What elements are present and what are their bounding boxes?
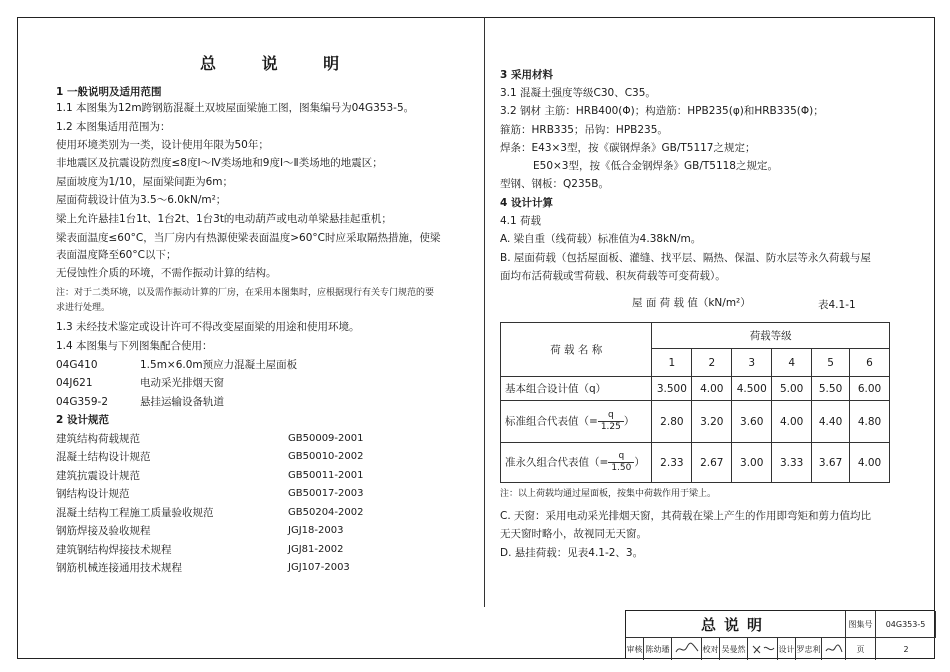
- table-row: [501, 377, 890, 401]
- item-b-line-2: 面均布活荷载或雪荷载、积灰荷载等可变荷载）。: [500, 270, 726, 282]
- standard-name: 钢结构设计规范: [56, 488, 130, 500]
- section-3-heading: 3 采用材料: [500, 69, 553, 81]
- note-line-2: 求进行处理。: [56, 303, 111, 313]
- clause-1-3: 1.3 未经技术鉴定或设计许可不得改变屋面梁的用途和使用环境。: [56, 321, 360, 333]
- page-title: 总 说 明: [200, 54, 360, 73]
- cell: 4.500: [732, 377, 772, 401]
- item-b-line-1: B. 屋面荷载（包括屋面板、灌缝、找平层、隔热、保温、防水层等永久荷载与屋: [500, 252, 871, 264]
- column-divider: [484, 17, 485, 607]
- atlas-code: 04G359-2: [56, 396, 109, 408]
- cell: 3.00: [732, 443, 772, 483]
- fraction-numerator: q: [598, 410, 624, 422]
- scope-line: 使用环境类别为一类，设计使用年限为50年；: [56, 139, 269, 151]
- section-2-heading: 2 设计规范: [56, 414, 109, 426]
- check-signature: [748, 638, 778, 660]
- cell: 3.60: [732, 401, 772, 443]
- fraction-denominator: 1.50: [611, 463, 632, 473]
- row-label-text: 标准组合代表值（=: [505, 415, 598, 428]
- section-1-heading: 1 一般说明及适用范围: [56, 86, 162, 98]
- atlas-number-label: 图集号: [846, 611, 876, 638]
- scope-line: 非地震区及抗震设防烈度≤8度Ⅰ～Ⅳ类场地和9度Ⅰ～Ⅱ类场地的地震区；: [56, 157, 383, 169]
- standard-code: JGJ18-2003: [288, 525, 344, 536]
- standard-name: 建筑结构荷载规范: [56, 433, 140, 445]
- check-label: 校对: [702, 638, 720, 660]
- atlas-number: 04G353-5: [876, 611, 936, 638]
- standard-name: 建筑抗震设计规范: [56, 470, 140, 482]
- cell: 4.00: [772, 401, 812, 443]
- standard-name: 建筑钢结构焊接技术规程: [56, 544, 172, 556]
- cell: 3.20: [692, 401, 732, 443]
- cell: 2.80: [652, 401, 692, 443]
- clause-4-1: 4.1 荷载: [500, 215, 542, 227]
- standard-code: JGJ107-2003: [288, 562, 350, 573]
- page-number: 2: [903, 644, 909, 654]
- table-row: [501, 401, 890, 443]
- review-name: 陈幼璠: [644, 638, 672, 660]
- review-signature: [672, 638, 702, 660]
- cell: 4.40: [812, 401, 850, 443]
- atlas-desc: 电动采光排烟天窗: [140, 377, 224, 389]
- page-label: 页: [846, 638, 876, 660]
- scope-line: 屋面荷载设计值为3.5～6.0kN/m²；: [56, 194, 227, 206]
- clause-1-1: 1.1 本图集为12m跨钢筋混凝土双坡屋面梁施工图，图集编号为04G353-5。: [56, 102, 415, 114]
- weld-line-2: E50×3型，按《低合金钢焊条》GB/T5118之规定。: [533, 160, 778, 172]
- standard-name: 钢筋机械连接通用技术规程: [56, 562, 182, 574]
- section-4-heading: 4 设计计算: [500, 197, 553, 209]
- grade-header: 3: [732, 349, 772, 377]
- atlas-desc: 悬挂运输设备轨道: [140, 396, 224, 408]
- load-table: [500, 322, 890, 483]
- design-signature: [822, 638, 846, 660]
- fraction-numerator: q: [608, 451, 634, 463]
- weld-line-1: 焊条：E43×3型，按《碳钢焊条》GB/T5117之规定；: [500, 142, 756, 154]
- check-name: 吴曼然: [720, 638, 748, 660]
- fraction: [598, 410, 624, 433]
- item-d: D. 悬挂荷载：见表4.1-2、3。: [500, 547, 644, 559]
- grade-header: 4: [772, 349, 812, 377]
- review-label: 审核: [626, 638, 644, 660]
- atlas-code: 04G410: [56, 359, 98, 371]
- note-line-1: 注：对于二类环境，以及需作振动计算的厂房，在采用本图集时，应根据现行有关专门规范的要: [56, 288, 435, 298]
- clause-3-1: 3.1 混凝土强度等级C30、C35。: [500, 87, 656, 99]
- atlas-code: 04J621: [56, 377, 93, 389]
- grade-header: 5: [812, 349, 850, 377]
- standard-name: 混凝土结构设计规范: [56, 451, 151, 463]
- table-caption: 屋 面 荷 载 值（kN/m²）: [632, 297, 751, 309]
- scope-line: 无侵蚀性介质的环境，不需作振动计算的结构。: [56, 267, 277, 279]
- row-label: [501, 443, 652, 483]
- scope-line: 表面温度降至60°C以下；: [56, 249, 177, 261]
- table-number: 表4.1-1: [818, 299, 856, 311]
- cell: 4.80: [850, 401, 890, 443]
- scope-line: 梁表面温度≤60°C，当厂房内有热源使梁表面温度>60°C时应采取隔热措施，使梁: [56, 232, 441, 244]
- standard-code: GB50010-2002: [288, 451, 364, 462]
- cell: 3.67: [812, 443, 850, 483]
- atlas-desc: 1.5m×6.0m预应力混凝土屋面板: [140, 359, 298, 371]
- clause-1-4: 1.4 本图集与下列图集配合使用：: [56, 340, 213, 352]
- standard-code: GB50204-2002: [288, 507, 364, 518]
- header-load-grade: 荷载等级: [652, 323, 890, 349]
- table-row: [501, 443, 890, 483]
- cell: 6.00: [850, 377, 890, 401]
- steel-line: 型钢、钢板：Q235B。: [500, 178, 610, 190]
- cell: 4.00: [692, 377, 732, 401]
- signature-icon: [824, 642, 844, 656]
- design-label: 设计: [778, 638, 796, 660]
- row-label-text: 准永久组合代表值（=: [505, 456, 609, 469]
- row-label: [501, 401, 652, 443]
- clause-3-2-cont: 箍筋：HRB335；吊钩：HPB235。: [500, 124, 668, 136]
- table-note: 注：以上荷载均通过屋面板，按集中荷载作用于梁上。: [500, 489, 717, 499]
- header-load-name: 荷 载 名 称: [501, 323, 652, 377]
- standard-name: 混凝土结构工程施工质量验收规范: [56, 507, 214, 519]
- standard-code: GB50009-2001: [288, 433, 364, 444]
- standard-name: 钢筋焊接及验收规程: [56, 525, 151, 537]
- clause-1-2: 1.2 本图集适用范围为：: [56, 121, 171, 133]
- fraction-denominator: 1.25: [600, 422, 621, 432]
- cell: 5.50: [812, 377, 850, 401]
- signature-icon: [674, 642, 700, 656]
- row-label: 基本组合设计值（q）: [501, 377, 652, 401]
- item-c-line-1: C. 天窗：采用电动采光排烟天窗，其荷载在梁上产生的作用即弯矩和剪力值均比: [500, 510, 872, 522]
- close-paren: ）: [623, 415, 635, 428]
- design-name: 罗忠利: [796, 638, 822, 660]
- clause-3-2: 3.2 钢材 主筋：HRB400(Φ)；构造筋：HPB235(φ)和HRB335(Φ)；: [500, 105, 824, 117]
- standard-code: GB50017-2003: [288, 488, 364, 499]
- fraction: [608, 451, 634, 474]
- grade-header: 2: [692, 349, 732, 377]
- item-c-line-2: 无天窗时略小，故视同无天窗。: [500, 528, 647, 540]
- cell: 4.00: [850, 443, 890, 483]
- cell: 5.00: [772, 377, 812, 401]
- cell: 2.67: [692, 443, 732, 483]
- signature-icon: [750, 642, 776, 656]
- cell: 3.500: [652, 377, 692, 401]
- scope-line: 梁上允许悬挂1台1t、1台2t、1台3t的电动葫芦或电动单梁悬挂起重机；: [56, 213, 392, 225]
- close-paren: ）: [634, 456, 645, 469]
- standard-code: GB50011-2001: [288, 470, 364, 481]
- title-block-name: 总说明: [626, 611, 846, 638]
- title-block: [625, 610, 935, 659]
- standard-code: JGJ81-2002: [288, 544, 344, 555]
- grade-header: 6: [850, 349, 890, 377]
- grade-header: 1: [652, 349, 692, 377]
- scope-line: 屋面坡度为1/10，屋面梁间距为6m；: [56, 176, 233, 188]
- cell: 3.33: [772, 443, 812, 483]
- item-a: A. 梁自重（线荷载）标准值为4.38kN/m。: [500, 233, 702, 245]
- cell: 2.33: [652, 443, 692, 483]
